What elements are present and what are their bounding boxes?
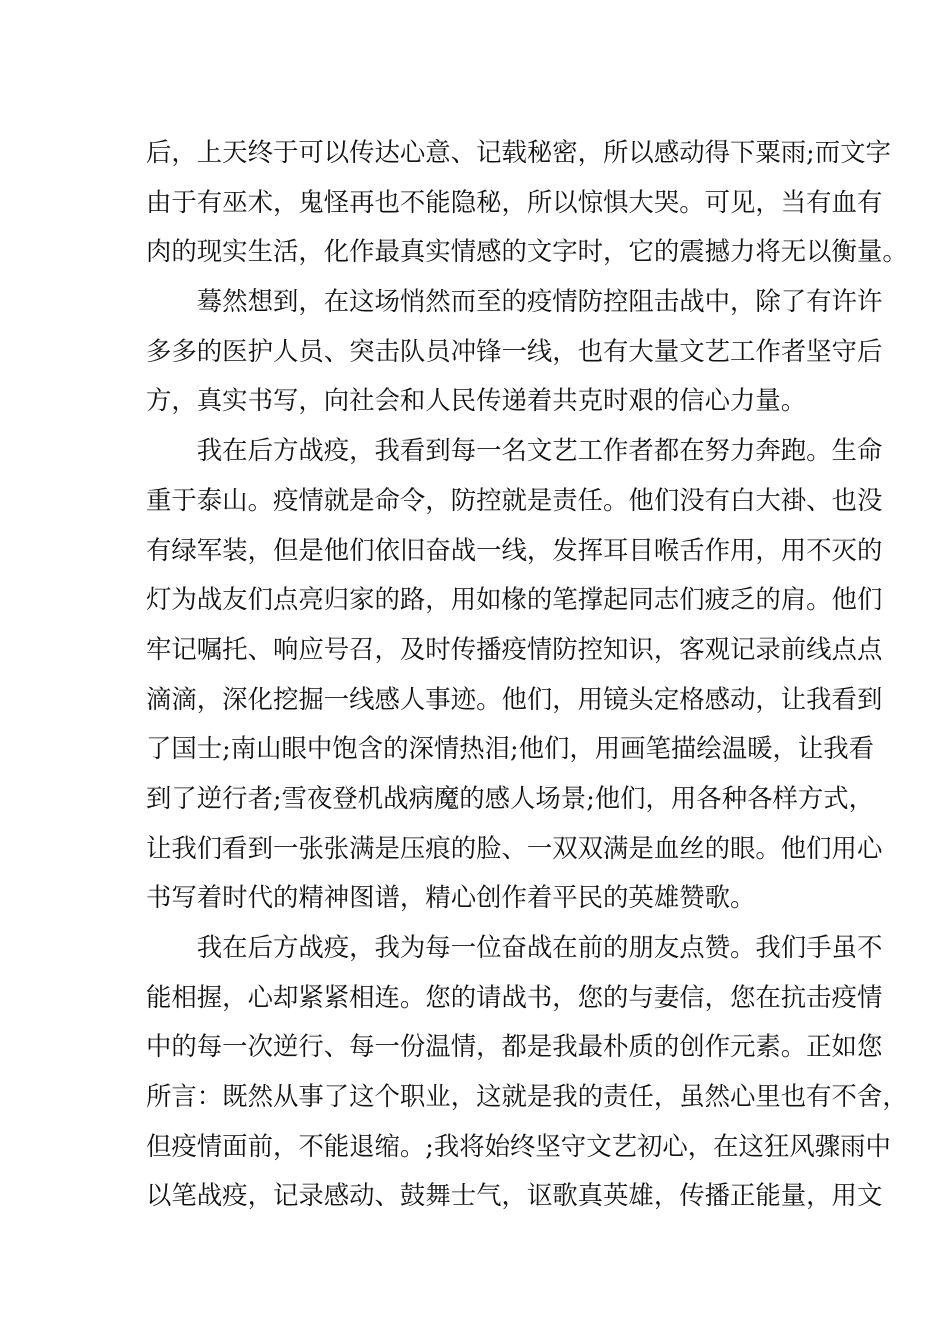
text-line: 到了逆行者;雪夜登机战病魔的感人场景;他们，用各种各样方式， [146,782,875,813]
paragraph [146,277,883,426]
text-line: 我在后方战疫，我为每一位奋战在前的朋友点赞。我们手虽不 [146,932,883,962]
text-line: 灯为战友们点亮归家的路，用如椽的笔撑起同志们疲乏的肩。他们 [146,584,883,615]
text-line: 我在后方战疫，我看到每一名文艺工作者都在努力奔跑。生命 [146,435,883,466]
text-line: 能相握，心却紧紧相连。您的请战书，您的与妻信，您在抗击疫情 [146,981,883,1012]
text-line: 滴滴，深化挖掘一线感人事迹。他们，用镜头定格感动，让我看到 [146,683,883,714]
text-line: 蓦然想到，在这场悄然而至的疫情防控阻击战中，除了有许许 [146,286,883,317]
text-line: 方，真实书写，向社会和人民传递着共克时艰的信心力量。 [146,385,807,416]
paragraph [146,923,908,1221]
text-line: 后，上天终于可以传达心意、记载秘密，所以感动得下粟雨;而文字 [146,137,891,167]
text-line: 牢记嘱托、响应号召，及时传播疫情防控知识，客观记录前线点点 [146,633,883,664]
text-line: 中的每一次逆行、每一份温情，都是我最朴质的创作元素。正如您 [146,1031,883,1062]
text-line: 所言：既然从事了这个职业，这就是我的责任，虽然心里也有不舍， [146,1081,908,1112]
text-line: 了国士;南山眼中饱含的深情热泪;他们，用画笔描绘温暖，让我看 [146,733,875,764]
paragraph [146,426,883,923]
text-line: 重于泰山。疫情就是命令，防控就是责任。他们没有白大褂、也没 [146,484,883,515]
text-line: 但疫情面前，不能退缩。;我将始终坚守文艺初心，在这狂风骤雨中 [146,1130,891,1161]
text-line: 书写着时代的精神图谱，精心创作着平民的英雄赞歌。 [146,882,756,913]
body-text [146,128,908,1221]
text-line: 让我们看到一张张满是压痕的脸、一双双满是血丝的眼。他们用心 [146,832,883,863]
text-line: 以笔战疫，记录感动、鼓舞士气，讴歌真英雄，传播正能量，用文 [146,1180,883,1211]
text-line: 由于有巫术，鬼怪再也不能隐秘，所以惊惧大哭。可见，当有血有 [146,186,883,217]
paragraph [146,128,908,277]
text-line: 多多的医护人员、突击队员冲锋一线，也有大量文艺工作者坚守后 [146,335,883,366]
text-line: 有绿军装，但是他们依旧奋战一线，发挥耳目喉舌作用，用不灭的 [146,534,883,565]
text-line: 肉的现实生活，化作最真实情感的文字时，它的震撼力将无以衡量。 [146,236,908,267]
